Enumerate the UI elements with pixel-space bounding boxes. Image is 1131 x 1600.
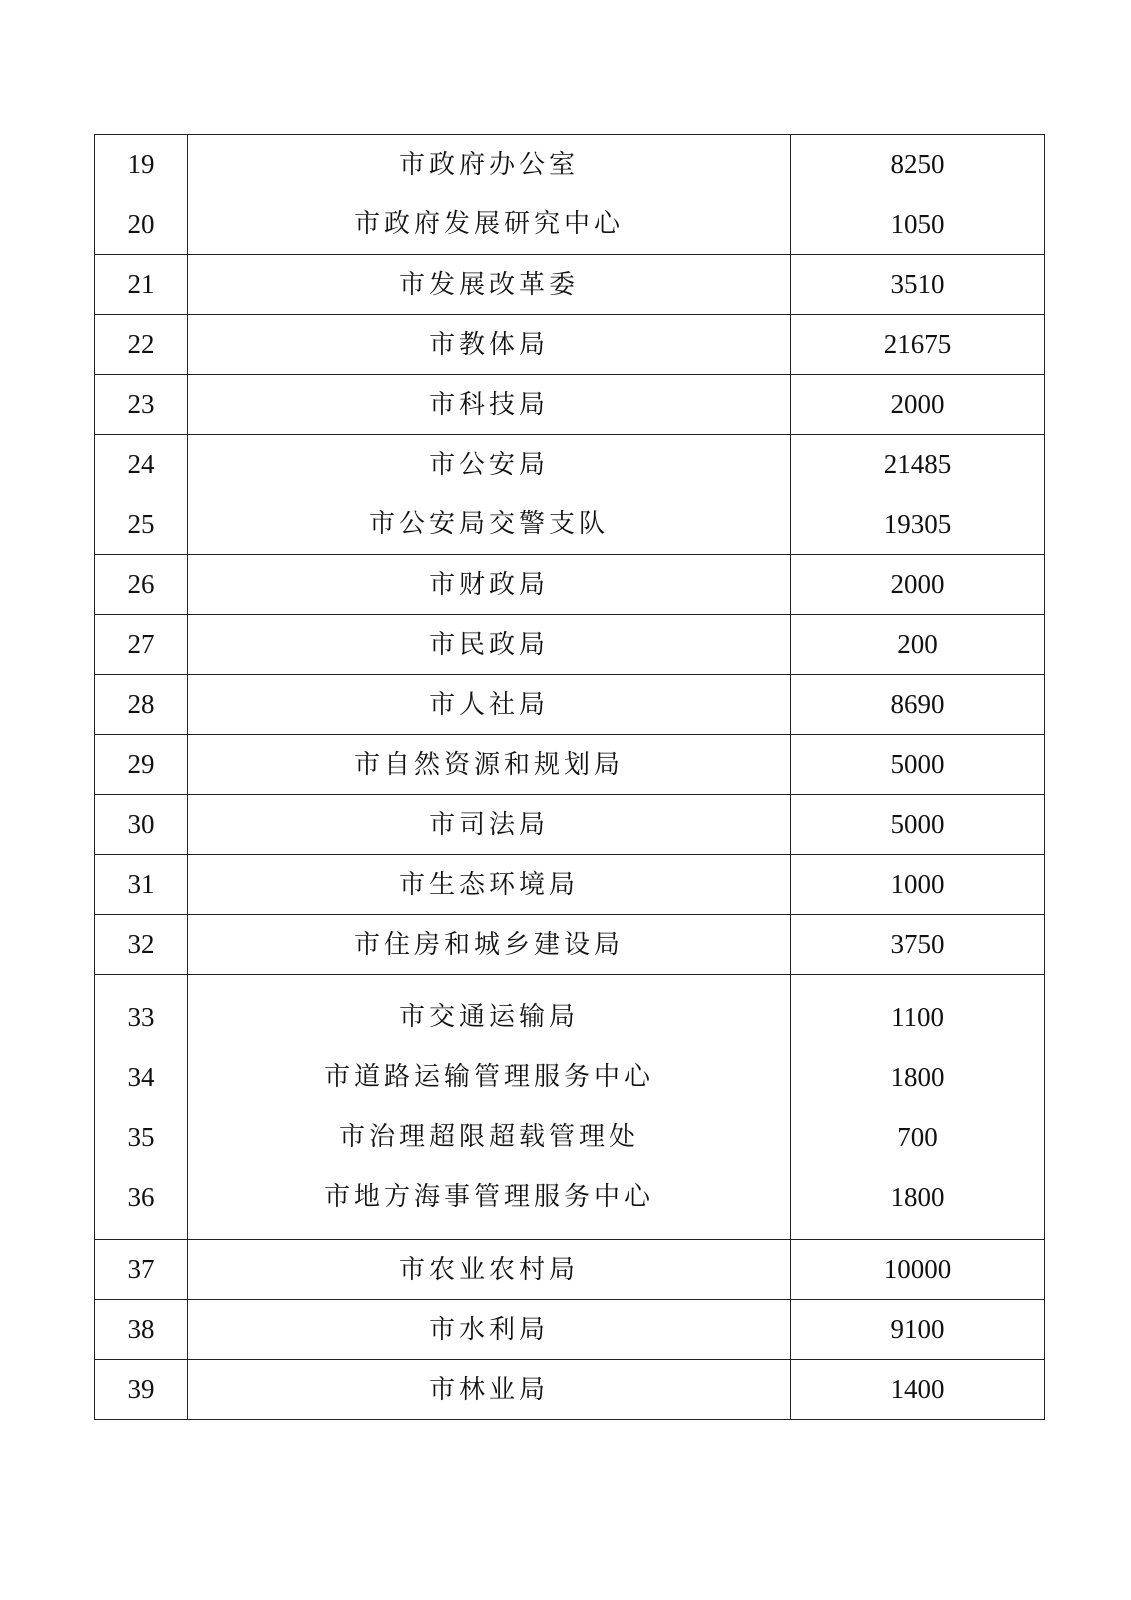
table-row-group: [95, 375, 1045, 435]
amount-cell: 3750: [791, 915, 1045, 975]
department-name-cell: 市道路运输管理服务中心: [188, 1047, 791, 1107]
table-row: [95, 1360, 1045, 1420]
row-number-cell: 29: [95, 735, 188, 795]
table-row-group: [95, 1300, 1045, 1360]
table-row: [95, 987, 1045, 1047]
row-number-cell: 19: [95, 135, 188, 195]
department-name-cell: 市自然资源和规划局: [188, 735, 791, 795]
table-row-group: [95, 135, 1045, 255]
table-row: [95, 1047, 1045, 1107]
department-name-cell: 市林业局: [188, 1360, 791, 1420]
row-number-cell: 38: [95, 1300, 188, 1360]
spacer-cell: [188, 975, 791, 988]
row-number-cell: 25: [95, 495, 188, 555]
table-row: [95, 915, 1045, 975]
amount-cell: 1000: [791, 855, 1045, 915]
row-number-cell: 24: [95, 435, 188, 495]
row-spacer: [95, 975, 1045, 988]
row-number-cell: 37: [95, 1240, 188, 1300]
row-number-cell: 27: [95, 615, 188, 675]
department-name-cell: 市发展改革委: [188, 255, 791, 315]
department-name-cell: 市水利局: [188, 1300, 791, 1360]
table-row: [95, 615, 1045, 675]
department-name-cell: 市民政局: [188, 615, 791, 675]
amount-cell: 8250: [791, 135, 1045, 195]
table-row: [95, 675, 1045, 735]
amount-cell: 1050: [791, 195, 1045, 255]
department-name-cell: 市财政局: [188, 555, 791, 615]
table-row-group: [95, 795, 1045, 855]
row-number-cell: 30: [95, 795, 188, 855]
allocation-table: [94, 134, 1045, 1420]
department-name-cell: 市公安局交警支队: [188, 495, 791, 555]
department-name-cell: 市公安局: [188, 435, 791, 495]
amount-cell: 1100: [791, 987, 1045, 1047]
department-name-cell: 市治理超限超载管理处: [188, 1107, 791, 1167]
spacer-cell: [791, 975, 1045, 988]
amount-cell: 19305: [791, 495, 1045, 555]
table-row: [95, 855, 1045, 915]
row-number-cell: 36: [95, 1167, 188, 1227]
row-number-cell: 32: [95, 915, 188, 975]
amount-cell: 2000: [791, 375, 1045, 435]
row-spacer: [95, 1227, 1045, 1240]
spacer-cell: [95, 1227, 188, 1240]
amount-cell: 9100: [791, 1300, 1045, 1360]
amount-cell: 200: [791, 615, 1045, 675]
department-name-cell: 市生态环境局: [188, 855, 791, 915]
table-row: [95, 135, 1045, 195]
amount-cell: 1800: [791, 1167, 1045, 1227]
table-row: [95, 435, 1045, 495]
department-name-cell: 市政府发展研究中心: [188, 195, 791, 255]
table-row-group: [95, 675, 1045, 735]
row-number-cell: 34: [95, 1047, 188, 1107]
table-row-group: [95, 975, 1045, 1240]
department-name-cell: 市农业农村局: [188, 1240, 791, 1300]
amount-cell: 1400: [791, 1360, 1045, 1420]
row-number-cell: 20: [95, 195, 188, 255]
row-number-cell: 33: [95, 987, 188, 1047]
table-row: [95, 1107, 1045, 1167]
department-name-cell: 市教体局: [188, 315, 791, 375]
spacer-cell: [95, 975, 188, 988]
row-number-cell: 28: [95, 675, 188, 735]
table-row-group: [95, 915, 1045, 975]
spacer-cell: [791, 1227, 1045, 1240]
amount-cell: 3510: [791, 255, 1045, 315]
table-row: [95, 315, 1045, 375]
table-row: [95, 1300, 1045, 1360]
table-row-group: [95, 1240, 1045, 1300]
department-name-cell: 市交通运输局: [188, 987, 791, 1047]
row-number-cell: 22: [95, 315, 188, 375]
amount-cell: 8690: [791, 675, 1045, 735]
amount-cell: 21485: [791, 435, 1045, 495]
table-row: [95, 1240, 1045, 1300]
row-number-cell: 39: [95, 1360, 188, 1420]
department-name-cell: 市地方海事管理服务中心: [188, 1167, 791, 1227]
spacer-cell: [188, 1227, 791, 1240]
row-number-cell: 23: [95, 375, 188, 435]
table-row: [95, 255, 1045, 315]
department-name-cell: 市政府办公室: [188, 135, 791, 195]
department-name-cell: 市科技局: [188, 375, 791, 435]
table-row: [95, 375, 1045, 435]
row-number-cell: 21: [95, 255, 188, 315]
amount-cell: 5000: [791, 735, 1045, 795]
amount-cell: 1800: [791, 1047, 1045, 1107]
amount-cell: 5000: [791, 795, 1045, 855]
amount-cell: 2000: [791, 555, 1045, 615]
table-row: [95, 795, 1045, 855]
table-row-group: [95, 315, 1045, 375]
department-name-cell: 市司法局: [188, 795, 791, 855]
amount-cell: 700: [791, 1107, 1045, 1167]
table-row-group: [95, 555, 1045, 615]
table-row: [95, 195, 1045, 255]
table-row-group: [95, 735, 1045, 795]
department-name-cell: 市住房和城乡建设局: [188, 915, 791, 975]
table-row: [95, 735, 1045, 795]
table-row: [95, 1167, 1045, 1227]
table-row-group: [95, 855, 1045, 915]
table-row-group: [95, 615, 1045, 675]
amount-cell: 10000: [791, 1240, 1045, 1300]
row-number-cell: 26: [95, 555, 188, 615]
table-row: [95, 495, 1045, 555]
row-number-cell: 35: [95, 1107, 188, 1167]
row-number-cell: 31: [95, 855, 188, 915]
table-row: [95, 555, 1045, 615]
department-name-cell: 市人社局: [188, 675, 791, 735]
table-row-group: [95, 435, 1045, 555]
table-row-group: [95, 255, 1045, 315]
amount-cell: 21675: [791, 315, 1045, 375]
table-row-group: [95, 1360, 1045, 1420]
